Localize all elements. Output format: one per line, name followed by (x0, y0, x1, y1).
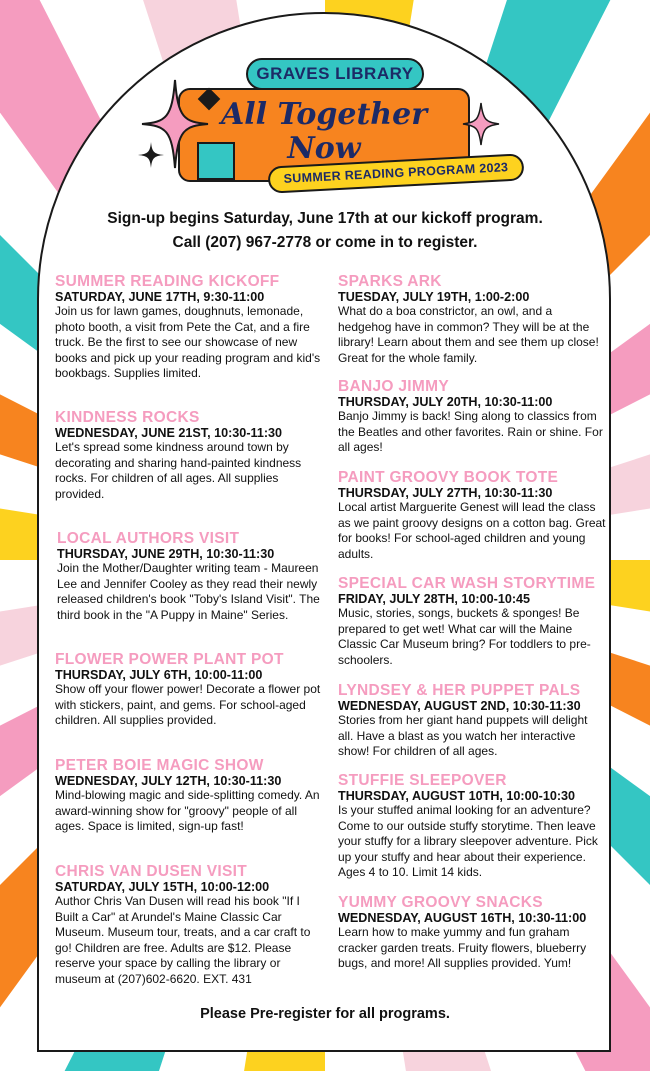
event-description: Mind-blowing magic and side-splitting comedy. An award-winning show for "groovy" people of all ages. Space is limited, sign-up fast! (55, 788, 320, 833)
event-title: SUMMER READING KICKOFF (55, 273, 280, 290)
event-date: THURSDAY, JULY 6TH, 10:00-11:00 (55, 668, 263, 682)
event-title: STUFFIE SLEEPOVER (338, 772, 507, 789)
event-title: SPARKS ARK (338, 273, 442, 290)
event-description: Stories from her giant hand puppets will delight all. Have a blast as you watch her interactive show! For children of all ages. (338, 713, 588, 758)
event-title: YUMMY GROOVY SNACKS (338, 894, 543, 911)
sparkle-star-icon (462, 102, 500, 146)
event-description: Author Chris Van Dusen will read his book "If I Built a Car" at Arundel's Maine Classic Car Museum. Museum tour, treats, and a car craft to go! Children are free. Adults are $12. Please reserve your space by calling the library or museum at (207)602-6620. EXT. 431 (55, 894, 311, 986)
event-title: PAINT GROOVY BOOK TOTE (338, 469, 559, 486)
event-peter-boie-magic-show (55, 757, 323, 835)
event-summer-reading-kickoff (55, 273, 323, 382)
event-description: Join us for lawn games, doughnuts, lemonade, photo booth, a visit from Pete the Cat, and a fire truck. Be the first to see our showcase of new books and pick up your reading program and kid's bookbags. Supplies limited. (55, 304, 321, 380)
event-date: WEDNESDAY, JUNE 21ST, 10:30-11:30 (55, 426, 283, 440)
event-sparks-ark (338, 273, 606, 366)
event-title: PETER BOIE MAGIC SHOW (55, 757, 264, 774)
event-title: SPECIAL CAR WASH STORYTIME (338, 575, 596, 592)
event-date: THURSDAY, JULY 20TH, 10:30-11:00 (338, 395, 553, 409)
title-line-1: All Together (220, 97, 428, 132)
event-date: SATURDAY, JULY 15TH, 10:00-12:00 (55, 880, 270, 894)
event-date: WEDNESDAY, JULY 12TH, 10:30-11:30 (55, 774, 282, 788)
event-description: What do a boa constrictor, an owl, and a hedgehog have in common? They will be at the library! Learn about them and see them up close! Great for the whole family. (338, 304, 599, 365)
event-flower-power-plant-pot (55, 651, 323, 729)
event-banjo-jimmy (338, 378, 606, 456)
title-line-2: Now (287, 131, 361, 166)
event-date: THURSDAY, JULY 27TH, 10:30-11:30 (338, 486, 553, 500)
event-description: Join the Mother/Daughter writing team - Maureen Lee and Jennifer Cooley as they read their newly released children's book "Toby's Island Visit". The third book in the "A Puppy in Maine" Series. (57, 561, 320, 622)
event-local-authors-visit (57, 530, 325, 623)
diamond-icon (196, 86, 222, 112)
event-title: CHRIS VAN DUSEN VISIT (55, 863, 248, 880)
event-kindness-rocks (55, 409, 323, 502)
program-name-badge: SUMMER READING PROGRAM 2023 (267, 153, 524, 193)
event-lyndsey-puppet-pals (338, 682, 606, 760)
event-yummy-groovy-snacks (338, 894, 606, 972)
event-date: WEDNESDAY, AUGUST 16TH, 10:30-11:00 (338, 911, 587, 925)
event-date: THURSDAY, JUNE 29TH, 10:30-11:30 (57, 547, 275, 561)
event-date: TUESDAY, JULY 19TH, 1:00-2:00 (338, 290, 530, 304)
event-description: Show off your flower power! Decorate a flower pot with stickers, paint, and gems. For school-aged children. All supplies provided. (55, 682, 321, 727)
intro-line-1: Sign-up begins Saturday, June 17th at our kickoff program. (107, 210, 543, 227)
event-title: BANJO JIMMY (338, 378, 449, 395)
event-chris-van-dusen-visit (55, 863, 323, 987)
intro-line-2: Call (207) 967-2778 or come in to register. (172, 234, 478, 251)
event-date: SATURDAY, JUNE 17TH, 9:30-11:00 (55, 290, 265, 304)
event-date: WEDNESDAY, AUGUST 2ND, 10:30-11:30 (338, 699, 581, 713)
event-description: Local artist Marguerite Genest will lead the class as we paint groovy designs on a cotton bag. Great for books! For school-aged children and young adults. (338, 500, 606, 561)
event-title: LOCAL AUTHORS VISIT (57, 530, 240, 547)
event-paint-groovy-book-tote (338, 469, 606, 562)
footer-note: Please Pre-register for all programs. (200, 1006, 450, 1022)
event-description: Learn how to make yummy and fun graham cracker garden treats. Fruity flowers, blueberry bugs, and more! All supplies provided. Yum! (338, 925, 587, 970)
event-title: FLOWER POWER PLANT POT (55, 651, 284, 668)
event-description: Music, stories, songs, buckets & sponges! Be prepared to get wet! What car will the Maine Classic Car Museum bring? For toddlers to pre-schoolers. (338, 606, 591, 667)
event-stuffie-sleepover (338, 772, 606, 881)
event-date: THURSDAY, AUGUST 10TH, 10:00-10:30 (338, 789, 576, 803)
event-special-car-wash-storytime (338, 575, 606, 668)
event-description: Let's spread some kindness around town by decorating and sharing hand-painted kindness rocks. For children of all ages. All supplies provided. (55, 440, 302, 501)
event-date: FRIDAY, JULY 28TH, 10:00-10:45 (338, 592, 531, 606)
event-title: LYNDSEY & HER PUPPET PALS (338, 682, 581, 699)
event-title: KINDNESS ROCKS (55, 409, 200, 426)
library-name-badge: GRAVES LIBRARY (246, 58, 424, 90)
event-description: Banjo Jimmy is back! Sing along to classics from the Beatles and other favorites. Rain or shine. For all ages! (338, 409, 603, 454)
small-star-icon (138, 142, 164, 168)
event-description: Is your stuffed animal looking for an adventure? Come to our outside stuffy storytime. Then leave your stuffy for a library sleepover adventure. Pick up your stuffy and hear about their experience. Ages 4 to 10. Limit 14 kids. (338, 803, 598, 879)
